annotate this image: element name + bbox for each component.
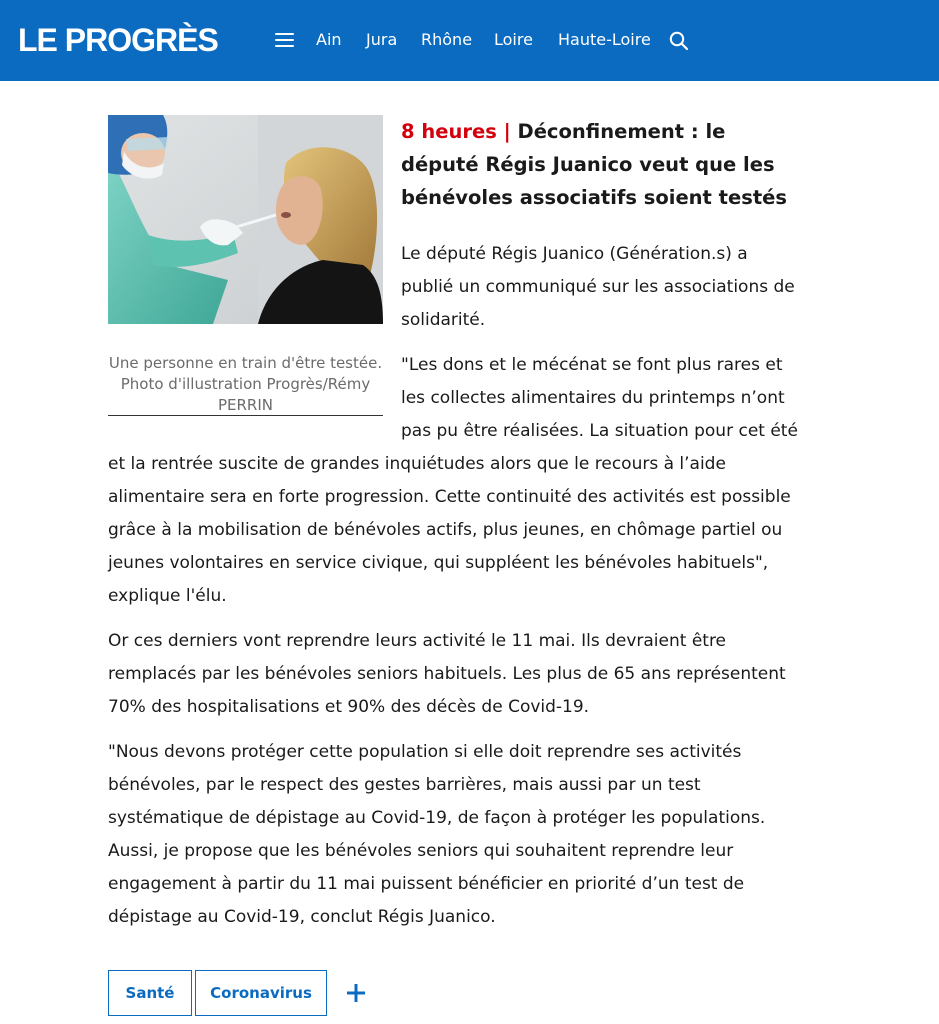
nav-item-ain[interactable]: Ain — [316, 30, 342, 49]
timestamp-separator: | — [503, 120, 511, 143]
photo-caption: Une personne en train d'être testée. Photo d'illustration Progrès/Rémy PERRIN — [108, 354, 383, 414]
article-title: Déconfinement : le député Régis Juanico veut que les bénévoles associatifs soient testés — [401, 120, 787, 209]
site-logo[interactable]: LE PROGRÈS — [18, 22, 218, 58]
hamburger-menu-icon[interactable] — [275, 33, 294, 47]
article-paragraph-2: "Les dons et le mécénat se font plus rares et les collectes alimentaires du printemps n’ont pas pu être réalisées. La situation pour cet été et la rentrée suscite de grandes inquiétudes alors que le recours à l’aide alimentaire sera en forte progression. Cette continuité des activités est possible grâce à la mobilisation de bénévoles actifs, plus jeunes, en chômage partiel ou jeunes volontaires en service civique, qui suppléent les bénévoles habituels", explique l'élu. — [108, 355, 798, 606]
tag-sante[interactable]: Santé — [108, 970, 192, 1016]
search-icon[interactable] — [669, 31, 689, 51]
article-timestamp: 8 heures — [401, 120, 497, 143]
nav-item-haute-loire[interactable]: Haute-Loire — [558, 30, 651, 49]
nav-item-loire[interactable]: Loire — [494, 30, 533, 49]
plus-icon[interactable] — [346, 983, 366, 1003]
article-paragraph-3: Or ces derniers vont reprendre leurs activité le 11 mai. Ils devraient être remplacés par les bénévoles seniors habituels. Les plus de 65 ans représentent 70% des hospitalisations et 90% des décès de Covid-19. — [108, 631, 786, 717]
nav-item-rhone[interactable]: Rhône — [421, 30, 473, 49]
site-header — [0, 0, 939, 81]
article-paragraph-1: Le député Régis Juanico (Génération.s) a publié un communiqué sur les associations de solidarité. — [401, 244, 795, 330]
article — [108, 115, 798, 934]
figure-spacer — [108, 115, 383, 429]
article-paragraph-4: "Nous devons protéger cette population si elle doit reprendre ses activités bénévoles, par le respect des gestes barrières, mais aussi par un test systématique de dépistage au Covid-19, de façon à protéger les populations. Aussi, je propose que les bénévoles seniors qui souhaitent reprendre leur engagement à partir du 11 mai puissent bénéficier en priorité d’un test de dépistage au Covid-19, conclut Régis Juanico. — [108, 742, 766, 927]
tag-coronavirus[interactable]: Coronavirus — [195, 970, 327, 1016]
nav-item-jura[interactable]: Jura — [366, 30, 398, 49]
